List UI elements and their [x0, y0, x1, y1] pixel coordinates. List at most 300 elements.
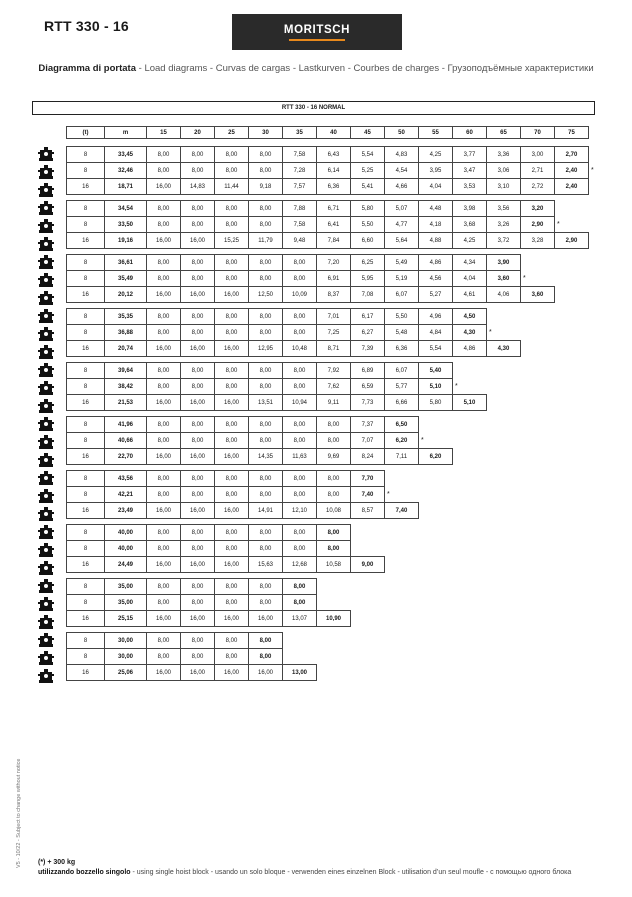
- load-value-cell: 8,00: [215, 363, 249, 379]
- crane-trolley-icon: [38, 219, 54, 233]
- load-value-cell: 4,86: [453, 341, 487, 357]
- load-value-cell: 4,18: [419, 217, 453, 233]
- load-value-cell: 8,00: [215, 217, 249, 233]
- load-value-cell: 16,00: [181, 557, 215, 573]
- load-value-cell: 3,28: [521, 233, 555, 249]
- load-value-cell: 3,47: [453, 163, 487, 179]
- load-value-cell: 8,00: [249, 379, 283, 395]
- load-value-cell: 8,00: [215, 201, 249, 217]
- load-value-cell: 6,20: [385, 433, 419, 449]
- load-value-cell: 3,10: [487, 179, 521, 195]
- crane-trolley-icon: [38, 579, 54, 593]
- jib-length-cell: 35,00: [105, 579, 147, 595]
- load-value-cell: 8,00: [147, 309, 181, 325]
- table-row: [67, 503, 419, 519]
- load-value-cell: 8,00: [147, 579, 181, 595]
- table-row: [67, 233, 589, 249]
- load-value-cell: 16,00: [181, 287, 215, 303]
- load-value-cell: 8,00: [283, 325, 317, 341]
- jib-length-cell: 19,16: [105, 233, 147, 249]
- load-value-cell: 16,00: [181, 341, 215, 357]
- capacity-cell: 8: [67, 271, 105, 287]
- load-value-cell: 4,30: [487, 341, 521, 357]
- load-value-cell: 8,00: [283, 525, 317, 541]
- capacity-cell: 16: [67, 449, 105, 465]
- table-row: [67, 363, 487, 379]
- crane-trolley-icon: [38, 273, 54, 287]
- load-value-cell: 3,26: [487, 217, 521, 233]
- load-value-cell: 7,07: [351, 433, 385, 449]
- load-value-cell: 16,00: [147, 611, 181, 627]
- load-value-cell: 7,01: [317, 309, 351, 325]
- load-value-cell: 7,92: [317, 363, 351, 379]
- load-table-group: [66, 200, 589, 249]
- load-table-group: [66, 362, 487, 411]
- load-value-cell: 15,63: [249, 557, 283, 573]
- load-value-cell: 3,98: [453, 201, 487, 217]
- load-value-cell: 8,00: [249, 417, 283, 433]
- load-value-cell: 7,58: [283, 147, 317, 163]
- load-value-cell: 8,00: [181, 255, 215, 271]
- capacity-cell: 8: [67, 417, 105, 433]
- load-value-cell: 5,19: [385, 271, 419, 287]
- column-header-cell: 35: [283, 127, 317, 139]
- jib-length-cell: 20,74: [105, 341, 147, 357]
- brand-logo-underline: [289, 39, 345, 41]
- load-value-cell: 8,00: [249, 487, 283, 503]
- crane-trolley-icon: [38, 165, 54, 179]
- load-value-cell: 4,77: [385, 217, 419, 233]
- capacity-cell: 16: [67, 341, 105, 357]
- load-value-cell: 9,00: [351, 557, 385, 573]
- load-value-cell: 8,00: [147, 525, 181, 541]
- column-header-cell: 60: [453, 127, 487, 139]
- load-value-cell: 8,00: [249, 579, 283, 595]
- load-value-cell: 16,00: [215, 665, 249, 681]
- load-value-cell: 3,06: [487, 163, 521, 179]
- jib-length-cell: 21,53: [105, 395, 147, 411]
- load-value-cell: 2,40: [555, 163, 589, 179]
- brand-logo-text: MORITSCH: [283, 23, 351, 36]
- load-value-cell: 11,44: [215, 179, 249, 195]
- capacity-cell: 8: [67, 309, 105, 325]
- table-row: [67, 271, 555, 287]
- load-value-cell: 8,00: [317, 487, 351, 503]
- load-value-cell: 4,61: [453, 287, 487, 303]
- jib-length-cell: 35,00: [105, 595, 147, 611]
- load-value-cell: 5,10: [419, 379, 453, 395]
- load-value-cell: 13,51: [249, 395, 283, 411]
- subtitle-bold: Diagramma di portata: [38, 63, 136, 74]
- load-value-cell: 8,00: [283, 541, 317, 557]
- load-value-cell: 8,00: [215, 271, 249, 287]
- table-row: [67, 611, 351, 627]
- load-value-cell: 7,39: [351, 341, 385, 357]
- load-value-cell: 2,90: [521, 217, 555, 233]
- capacity-cell: 8: [67, 363, 105, 379]
- load-value-cell: 8,00: [317, 525, 351, 541]
- load-value-cell: 8,00: [249, 201, 283, 217]
- load-value-cell: 8,00: [249, 147, 283, 163]
- crane-trolley-icon: [38, 489, 54, 503]
- crane-trolley-icon: [38, 669, 54, 683]
- load-value-cell: 8,00: [283, 255, 317, 271]
- load-value-cell: 4,04: [419, 179, 453, 195]
- crane-trolley-icon: [38, 615, 54, 629]
- load-value-cell: 8,00: [147, 217, 181, 233]
- load-value-cell: 8,00: [215, 433, 249, 449]
- jib-length-cell: 42,21: [105, 487, 147, 503]
- table-row: [67, 487, 419, 503]
- column-header-cell: 40: [317, 127, 351, 139]
- load-value-cell: 11,63: [283, 449, 317, 465]
- brand-logo: [232, 14, 402, 50]
- load-value-cell: 16,00: [215, 449, 249, 465]
- column-header-cell: 25: [215, 127, 249, 139]
- jib-length-cell: 36,61: [105, 255, 147, 271]
- column-header-cell: 65: [487, 127, 521, 139]
- load-value-cell: 6,36: [385, 341, 419, 357]
- load-value-cell: 2,40: [555, 179, 589, 195]
- table-row: [67, 557, 385, 573]
- load-value-cell: 8,00: [147, 363, 181, 379]
- load-value-cell: 3,36: [487, 147, 521, 163]
- capacity-cell: 16: [67, 179, 105, 195]
- load-value-cell: 11,79: [249, 233, 283, 249]
- load-value-cell: 8,00: [147, 649, 181, 665]
- capacity-cell: 8: [67, 163, 105, 179]
- load-value-cell: 4,96: [419, 309, 453, 325]
- load-value-cell: 16,00: [147, 665, 181, 681]
- load-value-cell: 6,71: [317, 201, 351, 217]
- jib-length-cell: 33,50: [105, 217, 147, 233]
- capacity-cell: 16: [67, 233, 105, 249]
- load-value-cell: 5,54: [351, 147, 385, 163]
- load-table-group: [66, 470, 419, 519]
- load-value-cell: 5,80: [419, 395, 453, 411]
- load-value-cell: 3,00: [521, 147, 555, 163]
- table-row: [67, 179, 589, 195]
- load-value-cell: 8,00: [215, 471, 249, 487]
- load-value-cell: 8,00: [215, 579, 249, 595]
- jib-length-cell: 36,88: [105, 325, 147, 341]
- load-value-cell: 7,08: [351, 287, 385, 303]
- load-value-cell: 5,40: [419, 363, 453, 379]
- load-value-cell: 3,56: [487, 201, 521, 217]
- load-value-cell: 3,72: [487, 233, 521, 249]
- column-header-cell: 15: [147, 127, 181, 139]
- load-value-cell: 8,00: [215, 595, 249, 611]
- load-value-cell: 16,00: [181, 665, 215, 681]
- load-table-group: [66, 416, 453, 465]
- load-value-cell: 5,27: [419, 287, 453, 303]
- capacity-cell: 8: [67, 325, 105, 341]
- capacity-cell: 8: [67, 525, 105, 541]
- load-value-cell: 8,00: [249, 217, 283, 233]
- jib-length-cell: 40,66: [105, 433, 147, 449]
- capacity-cell: 8: [67, 201, 105, 217]
- footnote-star-marker: *: [421, 437, 424, 444]
- column-header-cell: 75: [555, 127, 589, 139]
- load-value-cell: 8,24: [351, 449, 385, 465]
- load-value-cell: 8,00: [215, 309, 249, 325]
- load-value-cell: 5,07: [385, 201, 419, 217]
- column-header-cell: 70: [521, 127, 555, 139]
- load-value-cell: 8,00: [283, 433, 317, 449]
- load-value-cell: 8,00: [181, 433, 215, 449]
- load-value-cell: 6,59: [351, 379, 385, 395]
- load-value-cell: 6,20: [419, 449, 453, 465]
- table-row: [67, 201, 589, 217]
- table-row: [67, 471, 419, 487]
- load-value-cell: 8,00: [215, 541, 249, 557]
- load-value-cell: 10,94: [283, 395, 317, 411]
- crane-trolley-icon: [38, 381, 54, 395]
- load-value-cell: 8,00: [249, 271, 283, 287]
- load-value-cell: 16,00: [215, 503, 249, 519]
- load-value-cell: 4,88: [419, 233, 453, 249]
- crane-trolley-icon: [38, 435, 54, 449]
- load-value-cell: 8,00: [249, 633, 283, 649]
- load-value-cell: 6,66: [385, 395, 419, 411]
- load-value-cell: 4,84: [419, 325, 453, 341]
- jib-length-cell: 20,12: [105, 287, 147, 303]
- load-value-cell: 8,00: [181, 579, 215, 595]
- load-value-cell: 8,00: [215, 649, 249, 665]
- load-value-cell: 8,00: [181, 147, 215, 163]
- table-row: [67, 325, 521, 341]
- load-value-cell: 4,25: [419, 147, 453, 163]
- crane-trolley-icon: [38, 309, 54, 323]
- page-title: RTT 330 - 16: [44, 18, 129, 34]
- load-value-cell: 7,70: [351, 471, 385, 487]
- load-value-cell: 8,00: [181, 525, 215, 541]
- load-value-cell: 16,00: [181, 503, 215, 519]
- load-value-cell: 7,28: [283, 163, 317, 179]
- crane-trolley-icon: [38, 597, 54, 611]
- jib-length-cell: 22,70: [105, 449, 147, 465]
- crane-trolley-icon: [38, 561, 54, 575]
- load-value-cell: 5,49: [385, 255, 419, 271]
- footnote-star-marker: *: [523, 275, 526, 282]
- column-header-cell: m: [105, 127, 147, 139]
- subtitle-rest: - Load diagrams - Curvas de cargas - Lastkurven - Courbes de charges - Грузоподъёмные характеристики: [136, 63, 594, 74]
- load-value-cell: 7,25: [317, 325, 351, 341]
- footnote-star-marker: *: [387, 491, 390, 498]
- load-value-cell: 16,00: [147, 341, 181, 357]
- load-value-cell: 8,00: [249, 525, 283, 541]
- load-table-group: [66, 632, 317, 681]
- load-value-cell: 8,00: [147, 255, 181, 271]
- jib-length-cell: 18,71: [105, 179, 147, 195]
- load-value-cell: 7,73: [351, 395, 385, 411]
- crane-trolley-icon: [38, 417, 54, 431]
- column-header-cell: (t): [67, 127, 105, 139]
- load-value-cell: 8,00: [283, 271, 317, 287]
- table-row: [67, 541, 385, 557]
- load-value-cell: 8,00: [283, 487, 317, 503]
- load-value-cell: 16,00: [181, 611, 215, 627]
- jib-length-cell: 32,46: [105, 163, 147, 179]
- jib-length-cell: 33,45: [105, 147, 147, 163]
- load-value-cell: 8,00: [283, 379, 317, 395]
- load-value-cell: 8,00: [249, 595, 283, 611]
- load-value-cell: 8,37: [317, 287, 351, 303]
- jib-length-cell: 30,00: [105, 633, 147, 649]
- table-row: [67, 255, 555, 271]
- crane-trolley-icon: [38, 525, 54, 539]
- crane-trolley-icon: [38, 507, 54, 521]
- crane-trolley-icon: [38, 633, 54, 647]
- load-value-cell: 8,00: [283, 595, 317, 611]
- load-value-cell: 5,80: [351, 201, 385, 217]
- load-value-cell: 3,60: [521, 287, 555, 303]
- load-value-cell: 8,00: [147, 379, 181, 395]
- load-value-cell: 5,48: [385, 325, 419, 341]
- load-value-cell: 8,00: [147, 541, 181, 557]
- load-value-cell: 8,00: [215, 633, 249, 649]
- column-header-cell: 50: [385, 127, 419, 139]
- load-value-cell: 8,00: [249, 649, 283, 665]
- load-value-cell: 8,00: [215, 147, 249, 163]
- table-row: [67, 433, 453, 449]
- table-row: [67, 341, 521, 357]
- load-value-cell: 8,00: [283, 363, 317, 379]
- jib-length-cell: 34,54: [105, 201, 147, 217]
- load-value-cell: 7,57: [283, 179, 317, 195]
- load-value-cell: 8,00: [283, 471, 317, 487]
- load-value-cell: 3,77: [453, 147, 487, 163]
- load-value-cell: 14,35: [249, 449, 283, 465]
- crane-trolley-icon: [38, 399, 54, 413]
- load-value-cell: 8,00: [215, 417, 249, 433]
- jib-length-cell: 38,42: [105, 379, 147, 395]
- table-row: [67, 163, 589, 179]
- load-value-cell: 4,86: [419, 255, 453, 271]
- load-value-cell: 8,00: [181, 541, 215, 557]
- load-value-cell: 6,60: [351, 233, 385, 249]
- load-value-cell: 8,00: [147, 147, 181, 163]
- table-row: [67, 525, 385, 541]
- load-value-cell: 8,00: [317, 417, 351, 433]
- column-header: [66, 126, 589, 139]
- jib-length-cell: 24,49: [105, 557, 147, 573]
- load-value-cell: 3,60: [487, 271, 521, 287]
- load-value-cell: 4,06: [487, 287, 521, 303]
- load-value-cell: 6,43: [317, 147, 351, 163]
- load-value-cell: 8,00: [181, 417, 215, 433]
- capacity-cell: 8: [67, 487, 105, 503]
- load-value-cell: 8,00: [181, 471, 215, 487]
- load-value-cell: 4,56: [419, 271, 453, 287]
- load-value-cell: 16,00: [147, 179, 181, 195]
- jib-length-cell: 40,00: [105, 541, 147, 557]
- capacity-cell: 16: [67, 611, 105, 627]
- capacity-cell: 8: [67, 471, 105, 487]
- crane-trolley-icon: [38, 345, 54, 359]
- load-value-cell: 8,00: [147, 633, 181, 649]
- load-value-cell: 8,00: [283, 417, 317, 433]
- load-value-cell: 8,00: [215, 379, 249, 395]
- load-value-cell: 8,00: [317, 471, 351, 487]
- load-value-cell: 7,37: [351, 417, 385, 433]
- capacity-cell: 8: [67, 595, 105, 611]
- load-value-cell: 8,00: [147, 417, 181, 433]
- load-value-cell: 7,62: [317, 379, 351, 395]
- capacity-cell: 8: [67, 633, 105, 649]
- load-value-cell: 8,00: [317, 433, 351, 449]
- load-value-cell: 8,00: [181, 649, 215, 665]
- load-value-cell: 13,00: [283, 665, 317, 681]
- load-value-cell: 8,00: [215, 487, 249, 503]
- load-value-cell: 12,50: [249, 287, 283, 303]
- footnote-star: (*) + 300 kg: [38, 859, 76, 866]
- crane-trolley-icon: [38, 291, 54, 305]
- capacity-cell: 8: [67, 379, 105, 395]
- load-value-cell: 7,20: [317, 255, 351, 271]
- load-value-cell: 8,00: [317, 541, 351, 557]
- load-value-cell: 5,64: [385, 233, 419, 249]
- table-row: [67, 417, 453, 433]
- load-value-cell: 3,53: [453, 179, 487, 195]
- crane-trolley-icon: [38, 255, 54, 269]
- load-value-cell: 4,25: [453, 233, 487, 249]
- load-value-cell: 8,00: [181, 379, 215, 395]
- load-value-cell: 4,54: [385, 163, 419, 179]
- load-value-cell: 6,41: [317, 217, 351, 233]
- table-row: [67, 633, 317, 649]
- load-value-cell: 8,00: [249, 541, 283, 557]
- footnote-star-marker: *: [489, 329, 492, 336]
- load-value-cell: 2,71: [521, 163, 555, 179]
- load-value-cell: 3,68: [453, 217, 487, 233]
- load-value-cell: 8,00: [147, 595, 181, 611]
- load-value-cell: 6,07: [385, 363, 419, 379]
- jib-length-cell: 39,64: [105, 363, 147, 379]
- load-table-group: [66, 524, 385, 573]
- load-value-cell: 2,70: [555, 147, 589, 163]
- table-row: [67, 595, 351, 611]
- load-value-cell: 16,00: [147, 557, 181, 573]
- capacity-cell: 8: [67, 255, 105, 271]
- table-row: [67, 579, 351, 595]
- load-value-cell: 8,00: [249, 433, 283, 449]
- jib-length-cell: 43,56: [105, 471, 147, 487]
- load-value-cell: 16,00: [147, 503, 181, 519]
- crane-trolley-icon: [38, 237, 54, 251]
- crane-trolley-icon: [38, 147, 54, 161]
- load-value-cell: 2,90: [555, 233, 589, 249]
- table-row: [67, 147, 589, 163]
- load-value-cell: 7,88: [283, 201, 317, 217]
- load-value-cell: 16,00: [147, 287, 181, 303]
- load-value-cell: 5,41: [351, 179, 385, 195]
- load-value-cell: 12,10: [283, 503, 317, 519]
- load-value-cell: 6,27: [351, 325, 385, 341]
- jib-length-cell: 25,06: [105, 665, 147, 681]
- load-value-cell: 16,00: [147, 233, 181, 249]
- table-row: [67, 665, 317, 681]
- capacity-cell: 8: [67, 649, 105, 665]
- load-value-cell: 4,34: [453, 255, 487, 271]
- load-table-group: [66, 578, 351, 627]
- crane-trolley-icon: [38, 327, 54, 341]
- load-value-cell: 16,00: [215, 557, 249, 573]
- load-value-cell: 9,69: [317, 449, 351, 465]
- capacity-cell: 16: [67, 395, 105, 411]
- load-value-cell: 4,66: [385, 179, 419, 195]
- load-value-cell: 10,09: [283, 287, 317, 303]
